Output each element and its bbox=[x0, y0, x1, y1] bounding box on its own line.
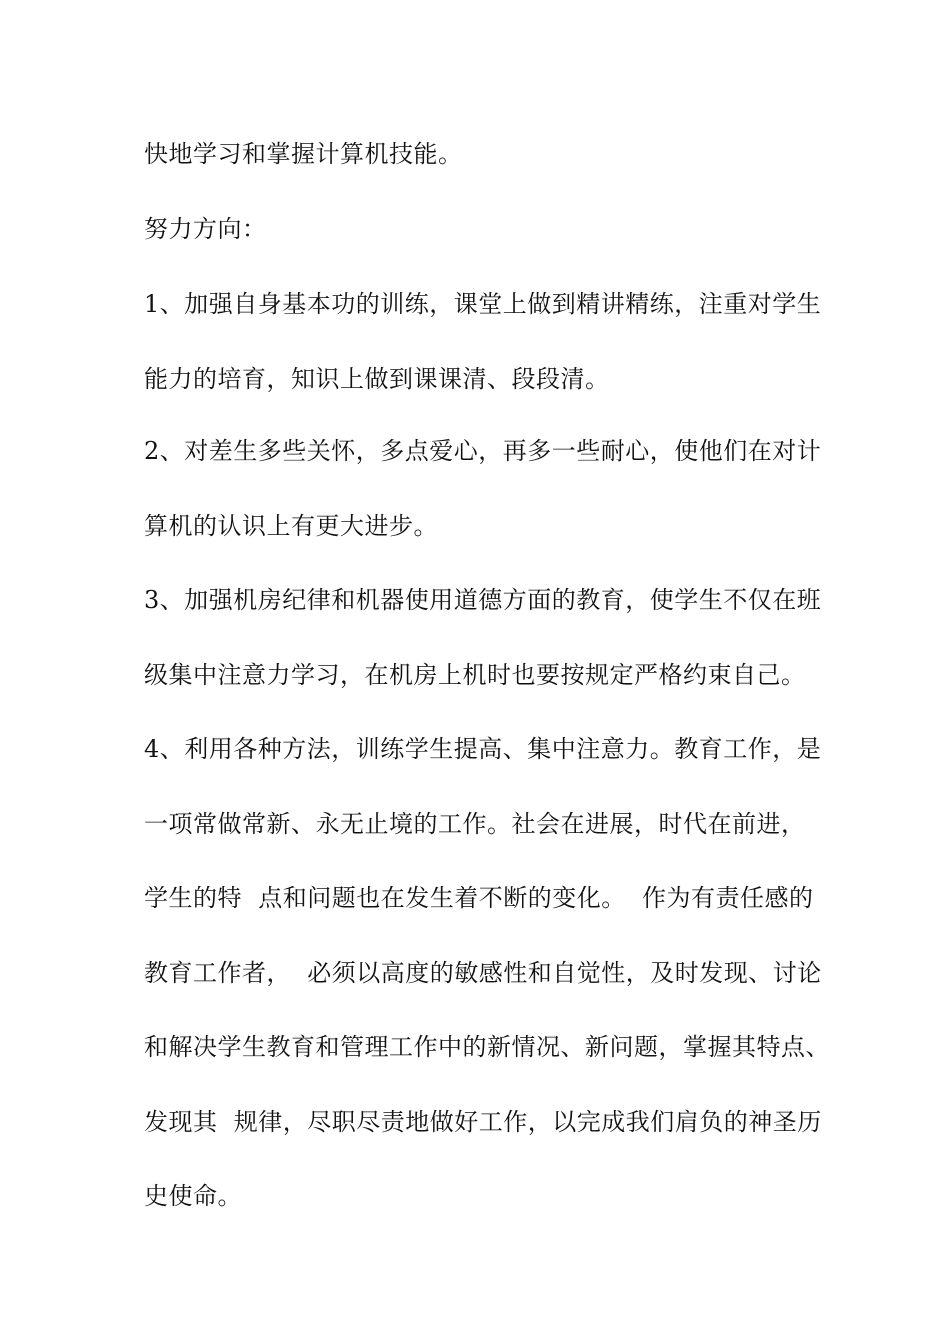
text-line: 努力方向： bbox=[144, 215, 267, 243]
text-line: 和解决学生教育和管理工作中的新情况、新问题，掌握其特点、 bbox=[144, 1033, 830, 1061]
text-line: 2、对差生多些关怀，多点爱心，再多一些耐心，使他们在对计 bbox=[144, 437, 822, 465]
text-line: 3、加强机房纪律和机器使用道德方面的教育，使学生不仅在班 bbox=[144, 586, 822, 614]
text-line: 发现其 规律，尽职尽责地做好工作，以完成我们肩负的神圣历 bbox=[144, 1108, 822, 1136]
text-line: 学生的特 点和问题也在发生着不断的变化。 作为有责任感的 bbox=[144, 884, 814, 912]
text-line: 快地学习和掌握计算机技能。 bbox=[144, 140, 463, 168]
text-line: 教育工作者， 必须以高度的敏感性和自觉性，及时发现、讨论 bbox=[144, 959, 822, 987]
text-line: 1、加强自身基本功的训练，课堂上做到精讲精练，注重对学生 bbox=[144, 290, 822, 318]
text-line: 一项常做常新、永无止境的工作。社会在进展，时代在前进， bbox=[144, 810, 806, 838]
text-line: 算机的认识上有更大进步。 bbox=[144, 512, 438, 540]
text-line: 史使命。 bbox=[144, 1182, 242, 1210]
text-line: 能力的培育，知识上做到课课清、段段清。 bbox=[144, 365, 610, 393]
text-line: 级集中注意力学习，在机房上机时也要按规定严格约束自己。 bbox=[144, 661, 806, 689]
text-line: 4、利用各种方法，训练学生提高、集中注意力。教育工作，是 bbox=[144, 735, 822, 763]
